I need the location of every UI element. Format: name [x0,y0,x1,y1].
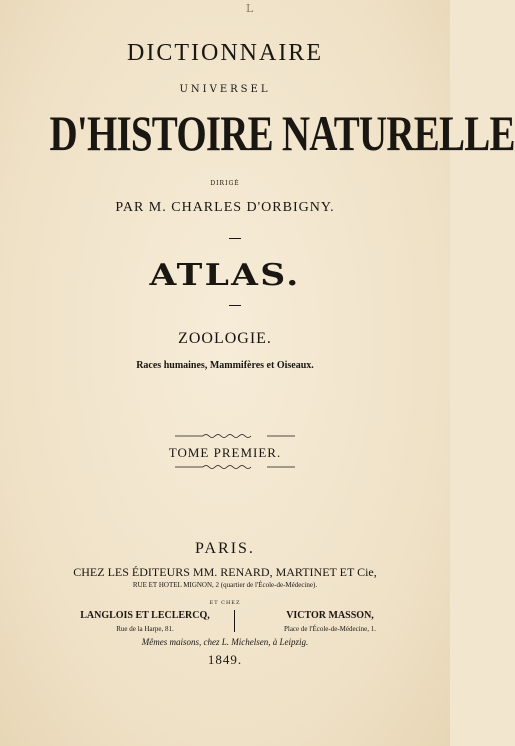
imprint-address: RUE ET HOTEL MIGNON, 2 (quartier de l'École-de-Médecine). [132,581,318,589]
left-publisher-name: LANGLOIS ET LECLERCQ, [80,610,210,621]
title-dictionnaire: DICTIONNAIRE [127,40,323,66]
left-publisher-address: Rue de la Harpe, 81. [116,625,174,633]
right-publisher-address: Place de l'École-de-Médecine, 1. [283,625,377,633]
atlas-title: ATLAS. [149,258,301,293]
right-publisher [245,610,415,633]
volume-label: TOME PREMIER. [168,445,282,460]
publication-year: 1849. [207,652,243,667]
et-chez-label: ET CHEZ [209,600,241,606]
divider-dash [229,238,241,239]
author-line: PAR M. CHARLES D'ORBIGNY. [115,200,335,215]
left-publisher [60,610,230,633]
subject-subtitle: Races humaines, Mammifères et Oiseaux. [136,360,314,371]
divider-dash [229,305,241,306]
main-title: D'HISTOIRE NATURELLE [49,105,515,161]
imprint-publishers: CHEZ LES ÉDITEURS MM. RENARD, MARTINET ET Cie, [73,565,377,579]
ornament-top [175,432,295,440]
dirige-label: DIRIGÉ [210,180,240,187]
column-divider [234,610,235,632]
title-universel: UNIVERSEL [179,84,271,95]
corner-mark: L [246,2,254,15]
ornament-bottom [175,463,295,471]
subject-title: ZOOLOGIE. [178,330,272,347]
memes-maisons-line: Mêmes maisons, chez L. Michelsen, à Leipzig. [141,637,309,647]
right-publisher-name: VICTOR MASSON, [286,610,374,621]
imprint-city: PARIS. [195,540,255,557]
